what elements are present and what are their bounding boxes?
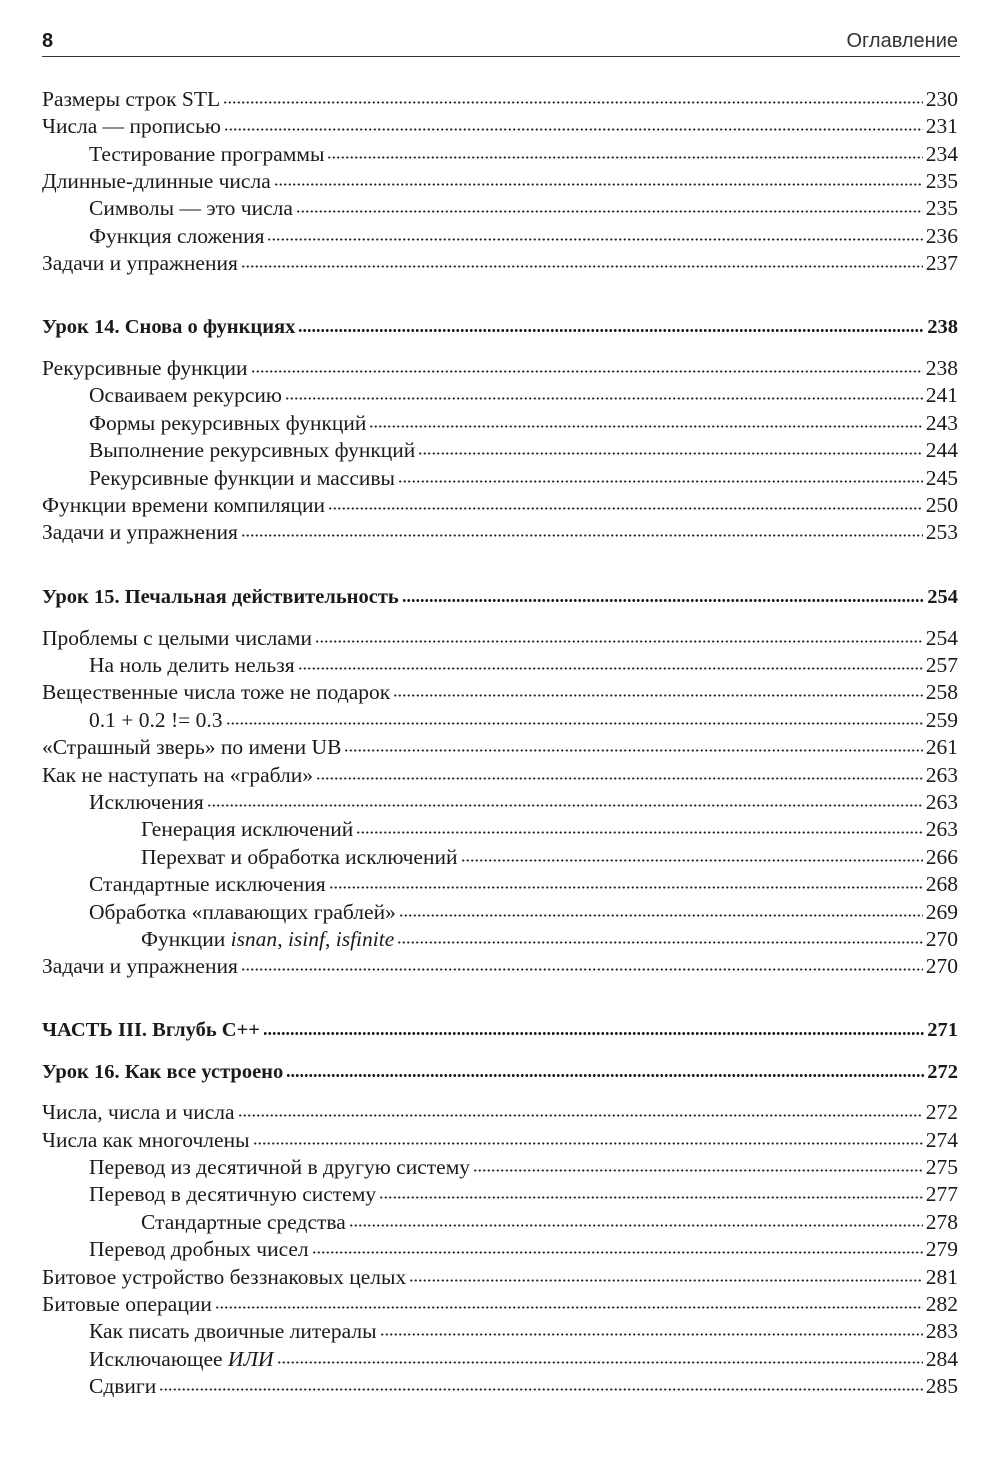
toc-entry-title: Стандартные средства: [141, 1210, 346, 1234]
toc-entry-page: 263: [925, 790, 958, 814]
toc-entry-title-prefix: Функции: [141, 927, 231, 951]
toc-entry[interactable]: [42, 166, 958, 194]
running-header-title: Оглавление: [846, 30, 958, 52]
toc-entry-page: 254: [925, 626, 958, 650]
toc-entry-page: 250: [925, 493, 958, 517]
dot-leader: [402, 597, 924, 604]
toc-entry[interactable]: [42, 760, 958, 788]
dot-leader: [274, 181, 923, 188]
dot-leader: [241, 263, 923, 270]
toc-entry[interactable]: [42, 677, 958, 705]
toc-entry-page: 236: [925, 224, 958, 248]
separator: ,: [277, 927, 288, 951]
toc-entry-title: Битовые операции: [42, 1292, 212, 1316]
toc-entry[interactable]: [42, 517, 958, 545]
toc-entry-page: 257: [925, 653, 958, 677]
toc-heading-title: Урок 14. Снова о функциях: [42, 316, 296, 338]
toc-entry-page: 275: [925, 1155, 958, 1179]
toc-entry-title: Стандартные исключения: [89, 872, 326, 896]
toc-entry[interactable]: [42, 623, 958, 651]
toc-entry-page: 231: [925, 114, 958, 138]
toc-entry-page: 270: [925, 927, 958, 951]
dot-leader: [461, 857, 923, 864]
toc-entry[interactable]: [89, 435, 958, 463]
toc-entry-page: 261: [925, 735, 958, 759]
toc-entry-page: 283: [925, 1319, 958, 1343]
toc-entry[interactable]: [42, 248, 958, 276]
function-name-isinf: isinf: [287, 927, 325, 951]
toc-entry-title: 0.1 + 0.2 != 0.3: [89, 708, 223, 732]
dot-leader: [285, 395, 923, 402]
toc-entry[interactable]: [89, 1234, 958, 1262]
toc-entry-title-prefix: Исключающее: [89, 1347, 228, 1371]
dot-leader: [241, 532, 923, 539]
toc-entry-page: 235: [925, 196, 958, 220]
toc-entry-title: Перехват и обработка исключений: [141, 845, 458, 869]
dot-leader: [349, 1222, 923, 1229]
toc-entry-title: Рекурсивные функции: [42, 356, 248, 380]
dot-leader: [263, 1030, 924, 1037]
toc-entry-title: Числа — прописью: [42, 114, 221, 138]
toc-entry-page: 230: [925, 87, 958, 111]
toc-lesson-heading[interactable]: [42, 582, 958, 610]
toc-entry-title: Длинные-длинные числа: [42, 169, 271, 193]
toc-entry[interactable]: [89, 1371, 958, 1399]
dot-leader: [328, 505, 923, 512]
toc-entry-page: 237: [925, 251, 958, 275]
toc-entry[interactable]: [42, 1125, 958, 1153]
dot-leader: [277, 1359, 923, 1366]
toc-heading-page: 271: [927, 1019, 958, 1041]
dot-leader: [327, 154, 922, 161]
dot-leader: [224, 126, 923, 133]
toc-entry-title: На ноль делить нельзя: [89, 653, 295, 677]
toc-entry-page: 277: [925, 1182, 958, 1206]
toc-entry-title: Перевод дробных чисел: [89, 1237, 309, 1261]
toc-entry[interactable]: [42, 490, 958, 518]
toc-entry-page: 263: [925, 817, 958, 841]
toc-entry-title: Перевод в десятичную систему: [89, 1182, 377, 1206]
toc-entry-title: Символы — это числа: [89, 196, 293, 220]
toc-entry-title: Перевод из десятичной в другую систему: [89, 1155, 471, 1179]
toc-entry[interactable]: [89, 380, 958, 408]
dot-leader: [207, 802, 923, 809]
dot-leader: [251, 368, 923, 375]
dot-leader: [253, 1140, 923, 1147]
toc-entry-page: 272: [925, 1100, 958, 1124]
dot-leader: [241, 966, 923, 973]
operator-name-italic: ИЛИ: [227, 1347, 274, 1371]
dot-leader: [316, 775, 923, 782]
dot-leader: [226, 720, 923, 727]
dot-leader: [286, 1072, 924, 1079]
page-number: 8: [42, 30, 54, 52]
toc-entry[interactable]: [89, 869, 958, 897]
toc-entry-title: Обработка «плавающих граблей»: [89, 900, 396, 924]
toc-entry[interactable]: [42, 84, 958, 112]
toc-entry[interactable]: [89, 1152, 958, 1180]
toc-entry-page: 281: [925, 1265, 958, 1289]
dot-leader: [379, 1194, 923, 1201]
toc-entry-page: 269: [925, 900, 958, 924]
toc-entry-page: 243: [925, 411, 958, 435]
toc-entry-page: 241: [925, 383, 958, 407]
toc-entry-page: 253: [925, 520, 958, 544]
toc-entry-title: Задачи и упражнения: [42, 251, 238, 275]
dot-leader: [409, 1277, 923, 1284]
toc-entry[interactable]: [141, 1207, 958, 1235]
toc-entry-page: 266: [925, 845, 958, 869]
toc-entry[interactable]: [89, 139, 958, 167]
toc-entry[interactable]: [89, 221, 958, 249]
toc-entry-page: 284: [925, 1347, 958, 1371]
toc-entry-title: Сдвиги: [89, 1374, 157, 1398]
dot-leader: [298, 327, 924, 334]
toc-entry-page: 278: [925, 1210, 958, 1234]
toc-entry-title: «Страшный зверь» по имени UB: [42, 735, 342, 759]
function-name-isfinite: isfinite: [335, 927, 395, 951]
toc-entry-page: 244: [925, 438, 958, 462]
toc-entry[interactable]: [42, 353, 958, 381]
dot-leader: [380, 1331, 923, 1338]
toc-entry-title: [141, 926, 394, 952]
toc-entry[interactable]: [42, 1097, 958, 1125]
dot-leader: [393, 692, 923, 699]
toc-entry-title: Как писать двоичные литералы: [89, 1319, 377, 1343]
toc-entry-title: Осваиваем рекурсию: [89, 383, 282, 407]
toc-entry-title: Формы рекурсивных функций: [89, 411, 367, 435]
toc-entry-page: 263: [925, 763, 958, 787]
toc-entry[interactable]: [89, 408, 958, 436]
toc-entry-page: 235: [925, 169, 958, 193]
toc-entry-title: Функция сложения: [89, 224, 265, 248]
dot-leader: [312, 1249, 923, 1256]
toc-entry[interactable]: [89, 897, 958, 925]
dot-leader: [315, 638, 923, 645]
dot-leader: [418, 450, 922, 457]
toc-entry-title: Исключения: [89, 790, 204, 814]
dot-leader: [215, 1304, 923, 1311]
toc-entry-page: 282: [925, 1292, 958, 1316]
toc-entry-title: Размеры строк STL: [42, 87, 221, 111]
dot-leader: [267, 236, 922, 243]
toc-entry[interactable]: [89, 193, 958, 221]
toc-entry-page: 234: [925, 142, 958, 166]
toc-entry[interactable]: [89, 787, 958, 815]
toc-entry-page: 270: [925, 954, 958, 978]
toc-entry-page: 245: [925, 466, 958, 490]
toc-entry-title: Числа, числа и числа: [42, 1100, 235, 1124]
toc-entry-page: 268: [925, 872, 958, 896]
dot-leader: [473, 1167, 923, 1174]
toc-entry-title: Функции времени компиляции: [42, 493, 326, 517]
toc-entry[interactable]: [89, 1316, 958, 1344]
dot-leader: [397, 939, 922, 946]
separator: ,: [324, 927, 336, 951]
toc-lesson-heading[interactable]: [42, 312, 958, 340]
dot-leader: [356, 829, 922, 836]
function-name-isnan: isnan: [230, 927, 278, 951]
toc-heading-title: Урок 15. Печальная действительность: [42, 586, 399, 608]
toc-entry-title: Битовое устройство беззнаковых целых: [42, 1265, 407, 1289]
toc-heading-page: 238: [927, 316, 958, 338]
toc-entry[interactable]: [42, 111, 958, 139]
toc-heading-page: 254: [927, 586, 958, 608]
toc-entry[interactable]: [89, 705, 958, 733]
toc-entry-page: 259: [925, 708, 958, 732]
dot-leader: [223, 99, 923, 106]
toc-entry-page: 274: [925, 1128, 958, 1152]
toc-entry-title: Задачи и упражнения: [42, 520, 238, 544]
toc-entry-title: Тестирование программы: [89, 142, 325, 166]
dot-leader: [238, 1112, 923, 1119]
toc-entry[interactable]: [89, 463, 958, 491]
toc-entry-title: Проблемы с целыми числами: [42, 626, 312, 650]
toc-entry[interactable]: [89, 650, 958, 678]
toc-entry-title: Задачи и упражнения: [42, 954, 238, 978]
dot-leader: [298, 665, 923, 672]
toc-entry-title: Рекурсивные функции и массивы: [89, 466, 395, 490]
toc-entry[interactable]: [42, 732, 958, 760]
dot-leader: [398, 478, 923, 485]
dot-leader: [344, 747, 922, 754]
toc-entry-page: 258: [925, 680, 958, 704]
toc-entry[interactable]: [42, 1262, 958, 1290]
dot-leader: [296, 208, 923, 215]
dot-leader: [329, 884, 923, 891]
toc-entry-title: Как не наступать на «грабли»: [42, 763, 314, 787]
toc-entry-title: [89, 1346, 274, 1372]
toc-heading-title: Урок 16. Как все устроено: [42, 1061, 284, 1083]
toc-heading-title: ЧАСТЬ III. Вглубь С++: [42, 1019, 260, 1041]
toc-lesson-heading[interactable]: [42, 1057, 958, 1085]
toc-part-heading[interactable]: [42, 1015, 958, 1043]
toc-entry[interactable]: [141, 924, 958, 952]
toc-heading-page: 272: [927, 1061, 958, 1083]
toc-entry-title: Генерация исключений: [141, 817, 354, 841]
toc-entry[interactable]: [141, 842, 958, 870]
dot-leader: [369, 423, 922, 430]
toc-entry[interactable]: [141, 814, 958, 842]
toc-entry[interactable]: [42, 951, 958, 979]
toc-entry-title: Вещественные числа тоже не подарок: [42, 680, 391, 704]
toc-entry[interactable]: [89, 1179, 958, 1207]
toc-entry[interactable]: [42, 1289, 958, 1317]
dot-leader: [159, 1386, 922, 1393]
toc-entry-page: 285: [925, 1374, 958, 1398]
toc-entry-page: 279: [925, 1237, 958, 1261]
dot-leader: [399, 912, 923, 919]
toc-entry-page: 238: [925, 356, 958, 380]
toc-entry-title: Выполнение рекурсивных функций: [89, 438, 416, 462]
toc-entry[interactable]: [89, 1344, 958, 1372]
toc-entry-title: Числа как многочлены: [42, 1128, 250, 1152]
